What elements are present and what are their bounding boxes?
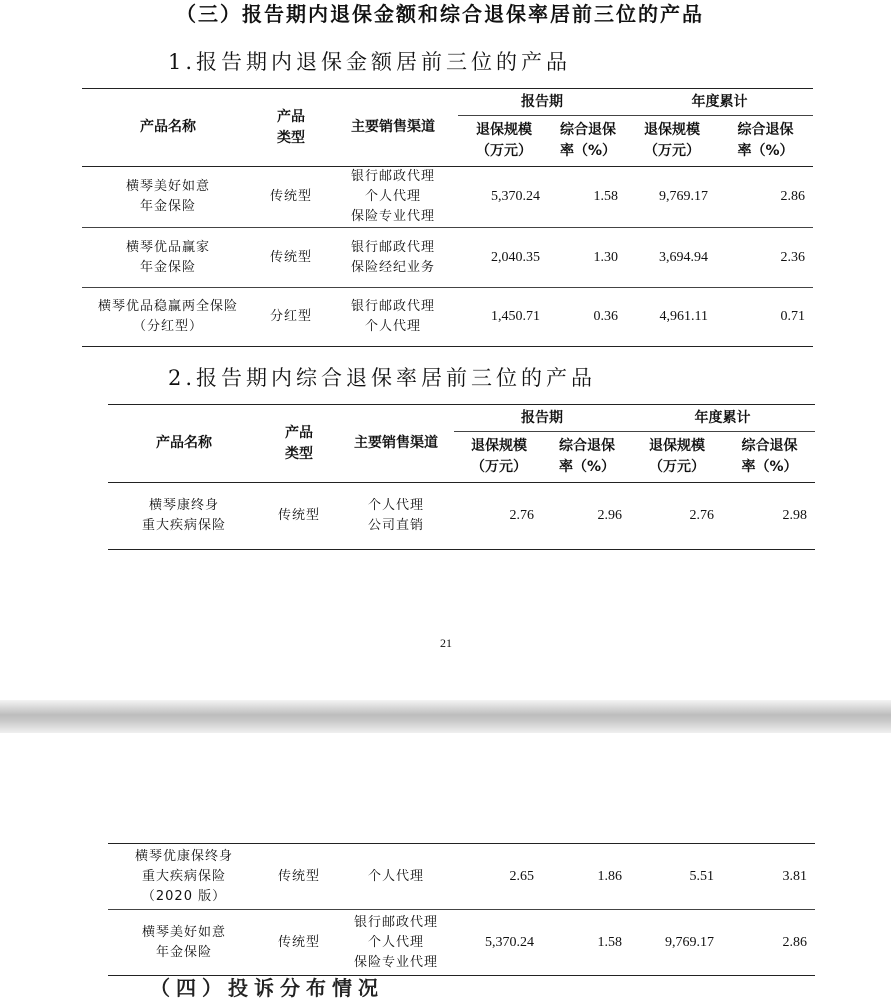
- header-product-type: 产品 类型: [260, 405, 338, 483]
- header-report-period: 报告期: [454, 405, 630, 432]
- rp-surrender-scale: 2,040.35: [458, 228, 550, 288]
- product-type: 分红型: [254, 288, 328, 347]
- rp-surrender-rate: 1.30: [550, 228, 626, 288]
- top-surrender-rate-table: [108, 404, 815, 550]
- page-separator: [0, 700, 891, 733]
- header-year-to-date: 年度累计: [626, 89, 813, 116]
- ytd-surrender-scale: 9,769.17: [630, 910, 724, 976]
- header-ytd-surrender-scale: 退保规模 （万元）: [630, 432, 724, 483]
- rp-surrender-scale: 2.65: [454, 844, 544, 910]
- header-rp-surrender-rate: 综合退保 率（%）: [544, 432, 630, 483]
- rp-surrender-rate: 1.58: [550, 167, 626, 228]
- product-type: 传统型: [260, 483, 338, 550]
- sales-channels: 银行邮政代理 个人代理 保险专业代理: [338, 910, 454, 976]
- header-channel: 主要销售渠道: [328, 89, 458, 167]
- header-product-name: 产品名称: [82, 89, 254, 167]
- ytd-surrender-rate: 3.81: [724, 844, 815, 910]
- header-ytd-surrender-rate: 综合退保 率（%）: [718, 116, 813, 167]
- rp-surrender-rate: 1.58: [544, 910, 630, 976]
- ytd-surrender-rate: 2.86: [718, 167, 813, 228]
- rp-surrender-scale: 1,450.71: [458, 288, 550, 347]
- table2-caption: 2.报告期内综合退保率居前三位的产品: [168, 366, 597, 390]
- top-surrender-amount-table: [82, 88, 813, 347]
- section-title: （三）报告期内退保金额和综合退保率居前三位的产品: [176, 2, 704, 26]
- ytd-surrender-rate: 0.71: [718, 288, 813, 347]
- ytd-surrender-rate: 2.86: [724, 910, 815, 976]
- header-year-to-date: 年度累计: [630, 405, 815, 432]
- rp-surrender-scale: 5,370.24: [458, 167, 550, 228]
- ytd-surrender-scale: 4,961.11: [626, 288, 718, 347]
- table-row: [82, 167, 813, 228]
- header-ytd-surrender-rate: 综合退保 率（%）: [724, 432, 815, 483]
- product-type: 传统型: [260, 910, 338, 976]
- ytd-surrender-scale: 9,769.17: [626, 167, 718, 228]
- header-product-name: 产品名称: [108, 405, 260, 483]
- rp-surrender-rate: 2.96: [544, 483, 630, 550]
- product-name: 横琴优品赢家 年金保险: [82, 228, 254, 288]
- product-name: 横琴美好如意 年金保险: [108, 910, 260, 976]
- table-row: [82, 288, 813, 347]
- sales-channels: 银行邮政代理 保险经纪业务: [328, 228, 458, 288]
- rp-surrender-scale: 2.76: [454, 483, 544, 550]
- table-row: [108, 910, 815, 976]
- product-type: 传统型: [254, 167, 328, 228]
- rp-surrender-rate: 0.36: [550, 288, 626, 347]
- ytd-surrender-scale: 5.51: [630, 844, 724, 910]
- header-report-period: 报告期: [458, 89, 626, 116]
- product-name: 横琴美好如意 年金保险: [82, 167, 254, 228]
- product-type: 传统型: [260, 844, 338, 910]
- table-row: [82, 228, 813, 288]
- header-ytd-surrender-scale: 退保规模 （万元）: [626, 116, 718, 167]
- sales-channels: 个人代理: [338, 844, 454, 910]
- header-rp-surrender-scale: 退保规模 （万元）: [458, 116, 550, 167]
- table-row: [108, 844, 815, 910]
- header-product-type: 产品 类型: [254, 89, 328, 167]
- product-name: 横琴康终身 重大疾病保险: [108, 483, 260, 550]
- ytd-surrender-rate: 2.36: [718, 228, 813, 288]
- header-rp-surrender-scale: 退保规模 （万元）: [454, 432, 544, 483]
- page-number: 21: [440, 636, 452, 650]
- product-type: 传统型: [254, 228, 328, 288]
- ytd-surrender-scale: 2.76: [630, 483, 724, 550]
- document-page-22: [0, 733, 891, 1000]
- top-surrender-rate-table-continued: [108, 843, 815, 976]
- product-name: 横琴优康保终身 重大疾病保险 （2020 版）: [108, 844, 260, 910]
- ytd-surrender-scale: 3,694.94: [626, 228, 718, 288]
- rp-surrender-scale: 5,370.24: [454, 910, 544, 976]
- table1-caption: 1.报告期内退保金额居前三位的产品: [168, 50, 572, 74]
- sales-channels: 银行邮政代理 个人代理: [328, 288, 458, 347]
- cut-off-heading: （四）投诉分布情况: [150, 976, 384, 1000]
- header-channel: 主要销售渠道: [338, 405, 454, 483]
- sales-channels: 个人代理 公司直销: [338, 483, 454, 550]
- ytd-surrender-rate: 2.98: [724, 483, 815, 550]
- product-name: 横琴优品稳赢两全保险 （分红型）: [82, 288, 254, 347]
- rp-surrender-rate: 1.86: [544, 844, 630, 910]
- table-row: [108, 483, 815, 550]
- header-rp-surrender-rate: 综合退保 率（%）: [550, 116, 626, 167]
- sales-channels: 银行邮政代理 个人代理 保险专业代理: [328, 167, 458, 228]
